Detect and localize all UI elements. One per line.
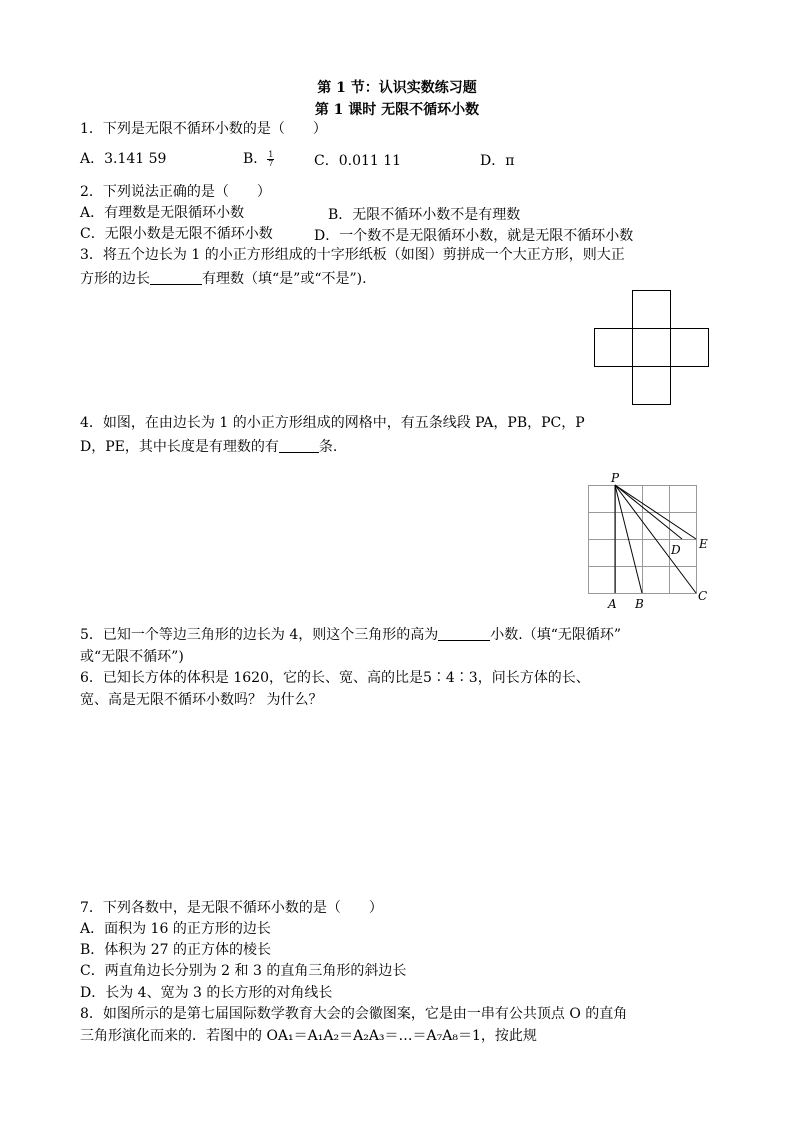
label-p: P xyxy=(611,471,620,485)
q5-line1-pre: 5．已知一个等边三角形的边长为 4，则这个三角形的高为 xyxy=(80,627,439,643)
q1-option-a: A．3.141 59 xyxy=(80,151,167,167)
q1-option-b xyxy=(243,146,274,172)
q6-line1: 6．已知长方体的体积是 1620，它的长、宽、高的比是5∶4∶3，问长方体的长、 xyxy=(80,670,590,686)
q7-option-d: D．长为 4、宽为 3 的长方形的对角线长 xyxy=(80,985,333,1001)
q3-line1: 3．将五个边长为 1 的小正方形组成的十字形纸板（如图）剪拼成一个大正方形，则大正 xyxy=(80,247,625,263)
q2-stem: 2．下列说法正确的是（ ） xyxy=(80,184,271,200)
q3-line2-post: 有理数（填“是”或“不是”). xyxy=(202,271,367,287)
q1-option-d: D．π xyxy=(480,153,515,169)
cross-figure xyxy=(593,290,713,408)
q4-line2-post: 条. xyxy=(318,439,338,455)
cross-square-center xyxy=(633,329,671,367)
grid-lines xyxy=(588,485,697,594)
q1-stem: 1．下列是无限不循环小数的是（ ） xyxy=(80,121,327,137)
q4-line1: 4．如图，在由边长为 1 的小正方形组成的网格中，有五条线段 PA，PB，PC，P xyxy=(80,415,585,431)
label-b: B xyxy=(635,597,644,611)
q2-option-d: D．一个数不是无限循环小数，就是无限不循环小数 xyxy=(314,228,634,244)
q3-line2 xyxy=(80,270,367,288)
q1-fraction-numerator: 1 xyxy=(268,149,274,159)
q5-line1 xyxy=(80,626,621,644)
q2-option-a: A．有理数是无限循环小数 xyxy=(80,205,245,221)
label-a: A xyxy=(608,597,617,611)
page-subtitle: 第 1 课时 无限不循环小数 xyxy=(314,102,480,118)
q2-option-c: C．无限小数是无限不循环小数 xyxy=(80,226,273,242)
q1-fraction-denominator: 7 xyxy=(268,158,274,168)
q1-option-b-prefix: B． xyxy=(243,151,268,167)
q8-line2: 三角形演化而来的．若图中的 OA₁＝A₁A₂＝A₂A₃＝…＝A₇A₈＝1，按此规 xyxy=(80,1028,537,1044)
q6-line2: 宽、高是无限不循环小数吗？ 为什么？ xyxy=(80,692,323,708)
q1-option-c: C．0.011 11 xyxy=(314,153,402,169)
q7-stem: 7．下列各数中，是无限不循环小数的是（ ） xyxy=(80,900,383,916)
q3-answer-blank[interactable] xyxy=(150,270,202,285)
q4-answer-blank[interactable] xyxy=(279,438,319,453)
q2-option-b: B．无限不循环小数不是有理数 xyxy=(328,207,521,223)
page-title: 第 1 节：认识实数练习题 xyxy=(317,80,477,96)
label-e: E xyxy=(699,537,708,551)
grid-figure xyxy=(580,470,720,615)
q5-answer-blank[interactable] xyxy=(438,626,490,641)
q7-option-b: B．体积为 27 的正方体的棱长 xyxy=(80,942,272,958)
label-d: D xyxy=(671,543,681,557)
q8-line1: 8．如图所示的是第七届国际数学教育大会的会徽图案，它是由一串有公共顶点 O 的直角 xyxy=(80,1006,628,1022)
cross-square-bottom xyxy=(633,367,671,405)
q5-line1-post: 小数.（填“无限循环” xyxy=(490,627,622,643)
q5-line2: 或“无限不循环”) xyxy=(80,649,184,665)
cross-squares xyxy=(595,291,709,405)
cross-square-left xyxy=(595,329,633,367)
label-c: C xyxy=(698,589,708,603)
cross-square-top xyxy=(633,291,671,329)
q4-line2 xyxy=(80,438,337,456)
q7-option-a: A．面积为 16 的正方形的边长 xyxy=(80,921,271,937)
q3-line2-pre: 方形的边长 xyxy=(80,271,150,287)
q4-line2-pre: D，PE，其中长度是有理数的有 xyxy=(80,439,279,455)
cross-square-right xyxy=(671,329,709,367)
q7-option-c: C．两直角边长分别为 2 和 3 的直角三角形的斜边长 xyxy=(80,963,407,979)
q1-fraction xyxy=(267,151,274,168)
